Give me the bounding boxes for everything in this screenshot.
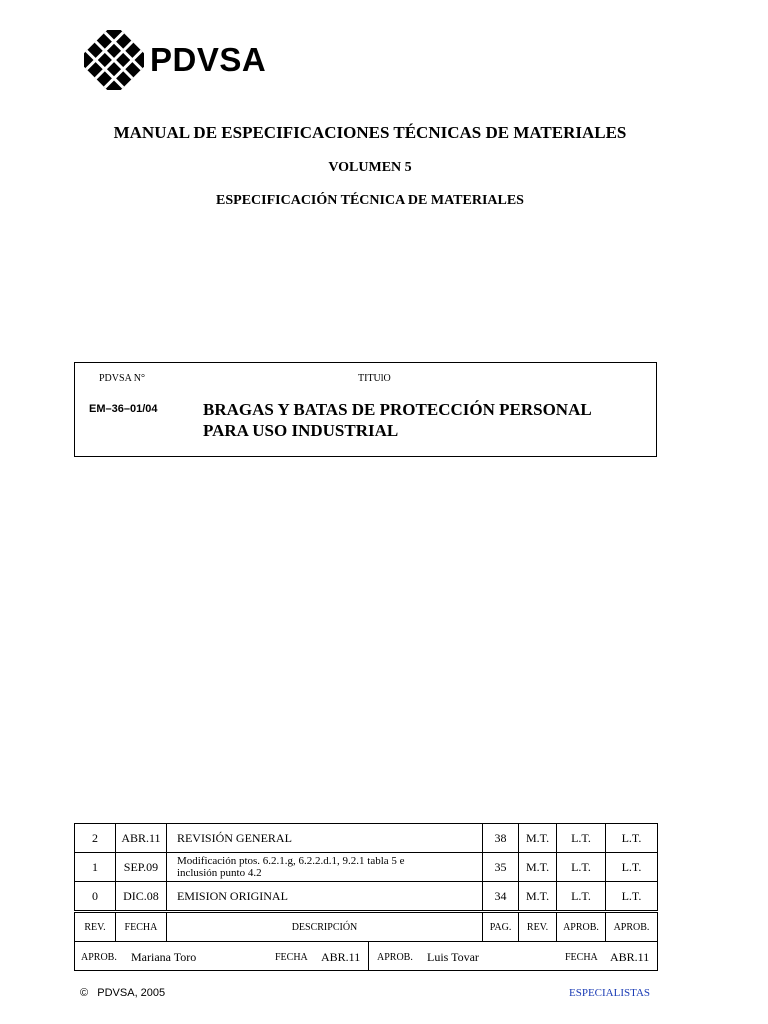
volume-title: VOLUMEN 5 [328, 160, 412, 175]
table-row [75, 824, 658, 853]
description-line1: Modificación ptos. 6.2.1.g, 6.2.2.d.1, 9.2.1 tabla 5 e [176, 855, 405, 867]
approval-row [74, 941, 658, 971]
revision-table [74, 823, 658, 942]
reviewer-cell: M.T. [519, 853, 557, 882]
approver2-cell: L.T. [605, 824, 657, 853]
description-line2: inclusión punto 4.2 [176, 867, 262, 879]
page-cell: 34 [483, 882, 519, 912]
pdvsa-logo-icon [84, 30, 144, 90]
copyright-icon: © [80, 987, 89, 999]
brand-name: PDVSA [150, 41, 267, 78]
date-cell: SEP.09 [115, 853, 166, 882]
description-cell: EMISION ORIGINAL [166, 882, 482, 912]
header-aprob2: APROB. [605, 912, 657, 942]
approval-label-2: APROB. [377, 952, 413, 963]
approver1-cell: L.T. [557, 853, 606, 882]
approver2-cell: L.T. [605, 853, 657, 882]
rev-cell: 1 [75, 853, 116, 882]
approver2-cell: L.T. [605, 882, 657, 912]
header-reviewer: REV. [519, 912, 557, 942]
page-cell: 38 [483, 824, 519, 853]
approver-name-2: Luis Tovar [427, 950, 479, 964]
header-descripcion: DESCRIPCIÓN [166, 912, 482, 942]
date-cell: DIC.08 [115, 882, 166, 912]
description-cell: REVISIÓN GENERAL [166, 824, 482, 853]
copyright-text: PDVSA, 2005 [97, 987, 166, 999]
header-aprob1: APROB. [557, 912, 606, 942]
approver-name-1: Mariana Toro [131, 950, 197, 964]
approval-date-2: ABR.11 [610, 950, 650, 964]
rev-cell: 0 [75, 882, 116, 912]
table-row [75, 853, 658, 882]
table-header-row [75, 912, 658, 942]
document-title-label: TITUlO [358, 373, 391, 384]
page-cell: 35 [483, 853, 519, 882]
document-title [203, 399, 643, 441]
document-title-box [74, 362, 657, 457]
approval-label-1: APROB. [81, 952, 117, 963]
approval-divider [368, 942, 369, 970]
approval-date-1: ABR.11 [321, 950, 361, 964]
document-number-label: PDVSA N° [99, 373, 145, 384]
manual-title: MANUAL DE ESPECIFICACIONES TÉCNICAS DE MATERIALES [113, 123, 627, 142]
table-row [75, 882, 658, 912]
approver1-cell: L.T. [557, 882, 606, 912]
rev-cell: 2 [75, 824, 116, 853]
document-title-line2: PARA USO INDUSTRIAL [203, 421, 399, 440]
approver1-cell: L.T. [557, 824, 606, 853]
date-cell: ABR.11 [115, 824, 166, 853]
reviewer-cell: M.T. [519, 882, 557, 912]
date-label-2: FECHA [565, 952, 598, 963]
header-fecha: FECHA [115, 912, 166, 942]
reviewer-cell: M.T. [519, 824, 557, 853]
department-label: ESPECIALISTAS [569, 987, 651, 999]
spec-subtitle: ESPECIFICACIÓN TÉCNICA DE MATERIALES [216, 193, 524, 208]
header-pag: PAG. [483, 912, 519, 942]
description-cell [166, 853, 482, 882]
document-code: EM–36–01/04 [89, 403, 158, 415]
header-rev: REV. [75, 912, 116, 942]
document-title-line1: BRAGAS Y BATAS DE PROTECCIÓN PERSONAL [203, 400, 592, 419]
copyright [80, 987, 165, 999]
date-label-1: FECHA [275, 952, 308, 963]
